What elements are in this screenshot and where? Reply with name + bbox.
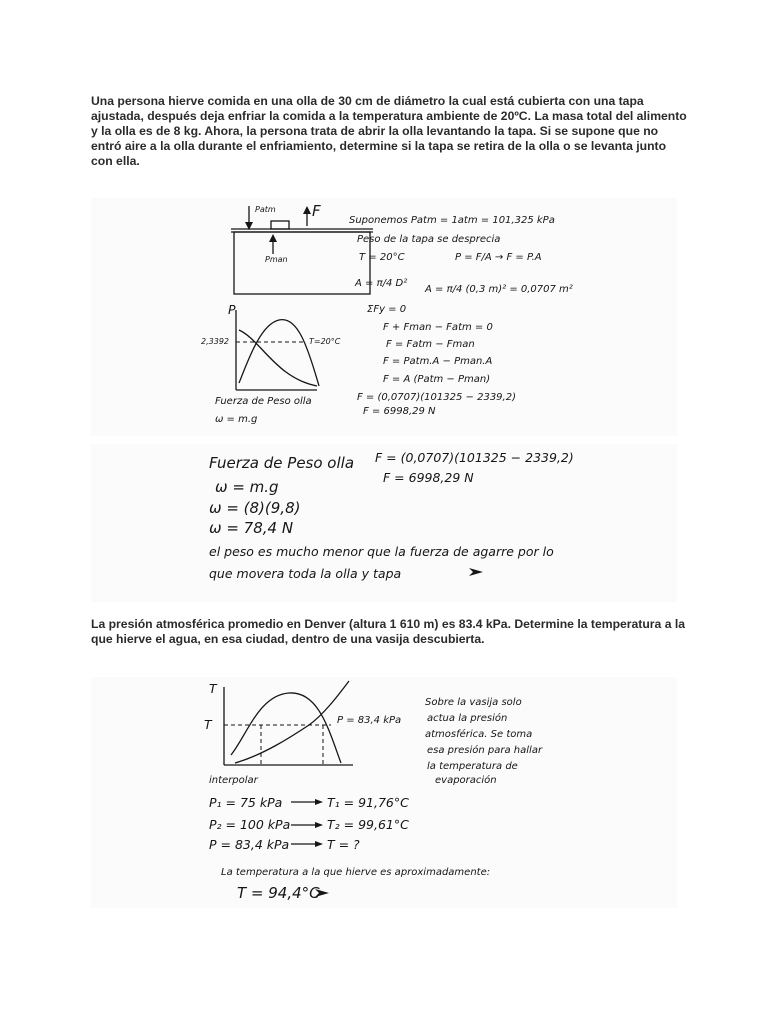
comparison-line-2: que movera toda la olla y tapa	[209, 566, 402, 581]
handwritten-solution-panel-3	[91, 677, 677, 908]
handwritten-solution-panel-1	[91, 198, 677, 436]
handwritten-solution-3-drawing	[91, 677, 677, 908]
note-weight-title: Fuerza de Peso olla	[215, 396, 312, 407]
interp-t1: T₁ = 91,76°C	[327, 795, 409, 810]
note-line-10: F = Patm.A − Pman.A	[383, 356, 493, 367]
interp-t2: T₂ = 99,61°C	[327, 817, 409, 832]
arrow-right-icon	[315, 799, 323, 805]
note-line-11: F = A (Patm − Pman)	[383, 374, 491, 385]
note-weight-formula: ω = m.g	[215, 414, 258, 425]
note-line-3: T = 20°C	[359, 252, 405, 263]
arrow-right-icon	[315, 841, 323, 847]
force-result: F = 6998,29 N	[383, 470, 474, 485]
note-line-8: F + Fman − Fatm = 0	[383, 322, 493, 333]
comparison-line-1: el peso es mucho menor que la fuerza de agarre por lo	[209, 544, 554, 559]
interp-p1: P₁ = 75 kPa	[209, 795, 283, 810]
note-line-13: F = 6998,29 N	[363, 406, 436, 417]
pressure-dome-graph	[201, 302, 341, 390]
weight-result: ω = 78,4 N	[209, 519, 294, 537]
explanation-line-3: atmosférica. Se toma	[425, 729, 533, 740]
note-line-5: A = π/4 D²	[355, 278, 408, 289]
note-line-9: F = Fatm − Fman	[386, 339, 475, 350]
note-line-2: Peso de la tapa se desprecia	[357, 234, 501, 245]
temperature-dome-graph	[204, 681, 401, 765]
handwritten-solution-1-drawing	[91, 198, 677, 436]
problem-1-statement: Una persona hierve comida en una olla de 30 cm de diámetro la cual está cubierta con una tapa ajustada, después deja enfriar la comida a la temperatura ambiente de 20ºC. La masa total del alimento y la olla es de 8 kg. Ahora, la persona trata de abrir la olla levantando la tapa. Si se supone que no entró aire a la olla durante el enfriamiento, determine si la tapa se retira de la olla o se levanta junto con ella.	[91, 94, 687, 168]
interp-p: P = 83,4 kPa	[209, 837, 290, 852]
graph-pressure-label: P = 83,4 kPa	[337, 715, 402, 726]
note-line-12: F = (0,0707)(101325 − 2339,2)	[357, 392, 516, 403]
conclusion-line-1: La temperatura a la que hierve es aproximadamente:	[221, 867, 491, 878]
note-line-1: Suponemos Patm = 1atm = 101,325 kPa	[349, 215, 555, 226]
graph-temperature-label: T=20°C	[309, 337, 341, 346]
explanation-line-4: esa presión para hallar	[427, 745, 543, 756]
handwritten-solution-panel-2	[91, 444, 677, 602]
graph-t-level-label: T	[204, 717, 212, 732]
force-substitution: F = (0,0707)(101325 − 2339,2)	[375, 450, 574, 465]
pman-label: Pman	[265, 255, 288, 264]
graph-p-axis-label: P	[228, 302, 236, 317]
interp-p2: P₂ = 100 kPa	[209, 817, 291, 832]
conclusion-result: T = 94,4°C	[237, 884, 320, 902]
interpolation-title: interpolar	[209, 775, 258, 786]
handwritten-solution-2-drawing	[91, 444, 677, 602]
weight-substitution: ω = (8)(9,8)	[209, 499, 301, 517]
explanation-line-5: la temperatura de	[427, 761, 518, 772]
explanation-line-6: evaporación	[435, 775, 497, 786]
note-line-6: A = π/4 (0,3 m)² = 0,0707 m²	[425, 284, 573, 295]
explanation-line-2: actua la presión	[427, 713, 508, 724]
arrow-right-icon	[315, 822, 323, 828]
problem-2-statement: La presión atmosférica promedio en Denver (altura 1 610 m) es 83.4 kPa. Determine la temperatura a la que hierve el agua, en esa ciudad, dentro de una vasija descubierta.	[91, 617, 686, 646]
end-mark-icon	[469, 568, 483, 576]
weight-title: Fuerza de Peso olla	[209, 454, 355, 472]
graph-pressure-value: 2,3392	[201, 337, 229, 346]
graph-t-axis-label: T	[209, 681, 217, 696]
interp-t: T = ?	[327, 837, 360, 852]
weight-formula: ω = m.g	[215, 478, 279, 496]
force-f-label: F	[312, 202, 321, 220]
note-line-7: ΣFy = 0	[367, 304, 407, 315]
explanation-line-1: Sobre la vasija solo	[425, 697, 522, 708]
note-line-4: P = F/A → F = P.A	[455, 252, 542, 263]
patm-label: Patm	[255, 205, 276, 214]
